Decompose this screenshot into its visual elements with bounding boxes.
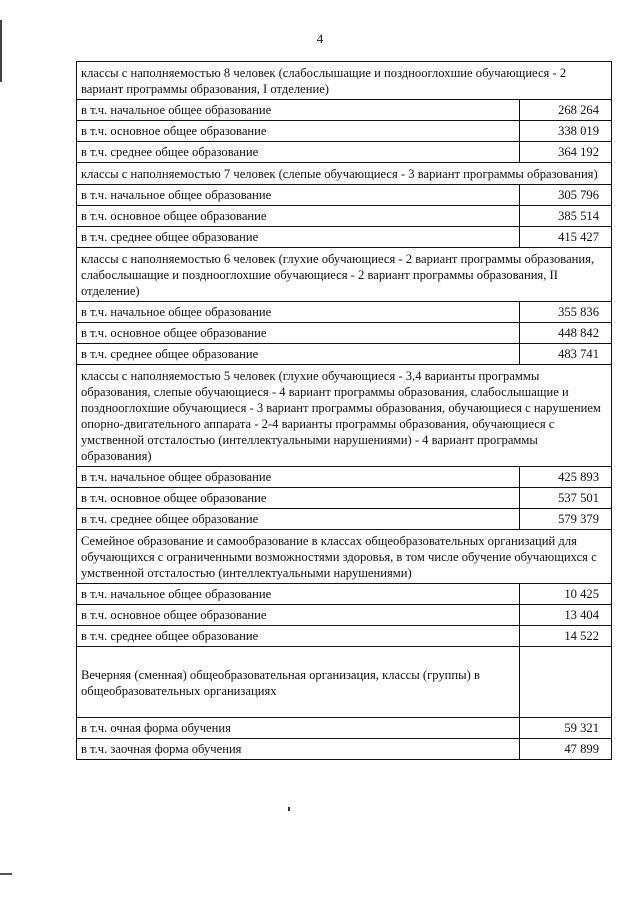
section-heading-row [77,248,612,302]
table-row [77,227,612,248]
row-value: 338 019 [520,121,612,142]
table-row [77,100,612,121]
row-value: 415 427 [520,227,612,248]
table-row [77,344,612,365]
row-value: 385 514 [520,206,612,227]
table-row [77,467,612,488]
row-label: в т.ч. среднее общее образование [77,227,520,248]
row-label: в т.ч. очная форма обучения [77,718,520,739]
scan-edge-mark [0,20,2,82]
table-row [77,302,612,323]
row-label: в т.ч. начальное общее образование [77,185,520,206]
row-value: 355 836 [520,302,612,323]
row-label: в т.ч. среднее общее образование [77,626,520,647]
funding-norms-table [76,61,612,760]
row-label: в т.ч. основное общее образование [77,121,520,142]
row-value: 305 796 [520,185,612,206]
row-label: в т.ч. начальное общее образование [77,467,520,488]
row-label: в т.ч. начальное общее образование [77,302,520,323]
scan-edge-mark-bottom [0,873,12,875]
row-label: в т.ч. начальное общее образование [77,584,520,605]
row-value: 579 379 [520,509,612,530]
row-label: в т.ч. среднее общее образование [77,509,520,530]
row-label: в т.ч. среднее общее образование [77,142,520,163]
table-row [77,626,612,647]
table-row [77,185,612,206]
section-heading-row [77,163,612,185]
table-row [77,488,612,509]
table-row [77,739,612,760]
section-heading: Семейное образование и самообразование в классах общеобразовательных организаций для обучающихся с ограниченными возможностями здоровья, в том числе обучение обучающихся с умственной отсталостью (интеллектуальными нарушениями) [77,530,612,584]
row-value: 10 425 [520,584,612,605]
section-heading: классы с наполняемостью 6 человек (глухие обучающиеся - 2 вариант программы образования, слабослышащие и позднооглохшие обучающиеся - 2 вариант программы образования, II отделение) [77,248,612,302]
empty-value-cell [520,647,612,718]
table-row [77,605,612,626]
section-heading-row [77,365,612,467]
section-heading: классы с наполняемостью 8 человек (слабослышащие и позднооглохшие обучающиеся - 2 вариант программы образования, I отделение) [77,62,612,100]
row-label: в т.ч. основное общее образование [77,605,520,626]
row-value: 483 741 [520,344,612,365]
section-heading-row [77,62,612,100]
row-label: в т.ч. основное общее образование [77,323,520,344]
table-row [77,323,612,344]
row-value: 59 321 [520,718,612,739]
section-heading: Вечерняя (сменная) общеобразовательная организация, классы (группы) в общеобразовательных организациях [77,647,520,718]
row-value: 47 899 [520,739,612,760]
section-heading-row [77,647,612,718]
row-value: 14 522 [520,626,612,647]
section-heading: классы с наполняемостью 5 человек (глухие обучающиеся - 3,4 варианты программы образования, слепые обучающиеся - 4 вариант программы образования, слабослышащие и позднооглохшие обучающиеся - 3 вариант программы образования, обучающиеся с нарушением опорно-двигательного аппарата - 2-4 варианты программы образования, обучающиеся с умственной отсталостью (интеллектуальными нарушениями) - 4 вариант программы образования) [77,365,612,467]
table-row [77,142,612,163]
row-label: в т.ч. заочная форма обучения [77,739,520,760]
section-heading-row [77,530,612,584]
row-value: 268 264 [520,100,612,121]
page-number: 4 [316,31,324,46]
table-row [77,584,612,605]
row-value: 537 501 [520,488,612,509]
row-label: в т.ч. начальное общее образование [77,100,520,121]
row-label: в т.ч. основное общее образование [77,206,520,227]
row-value: 425 893 [520,467,612,488]
table-row [77,206,612,227]
row-value: 364 192 [520,142,612,163]
table-row [77,718,612,739]
row-value: 448 842 [520,323,612,344]
section-heading: классы с наполняемостью 7 человек (слепые обучающиеся - 3 вариант программы образования) [77,163,612,185]
row-value: 13 404 [520,605,612,626]
table-row [77,509,612,530]
table-row [77,121,612,142]
scan-speck [288,807,290,811]
row-label: в т.ч. среднее общее образование [77,344,520,365]
row-label: в т.ч. основное общее образование [77,488,520,509]
